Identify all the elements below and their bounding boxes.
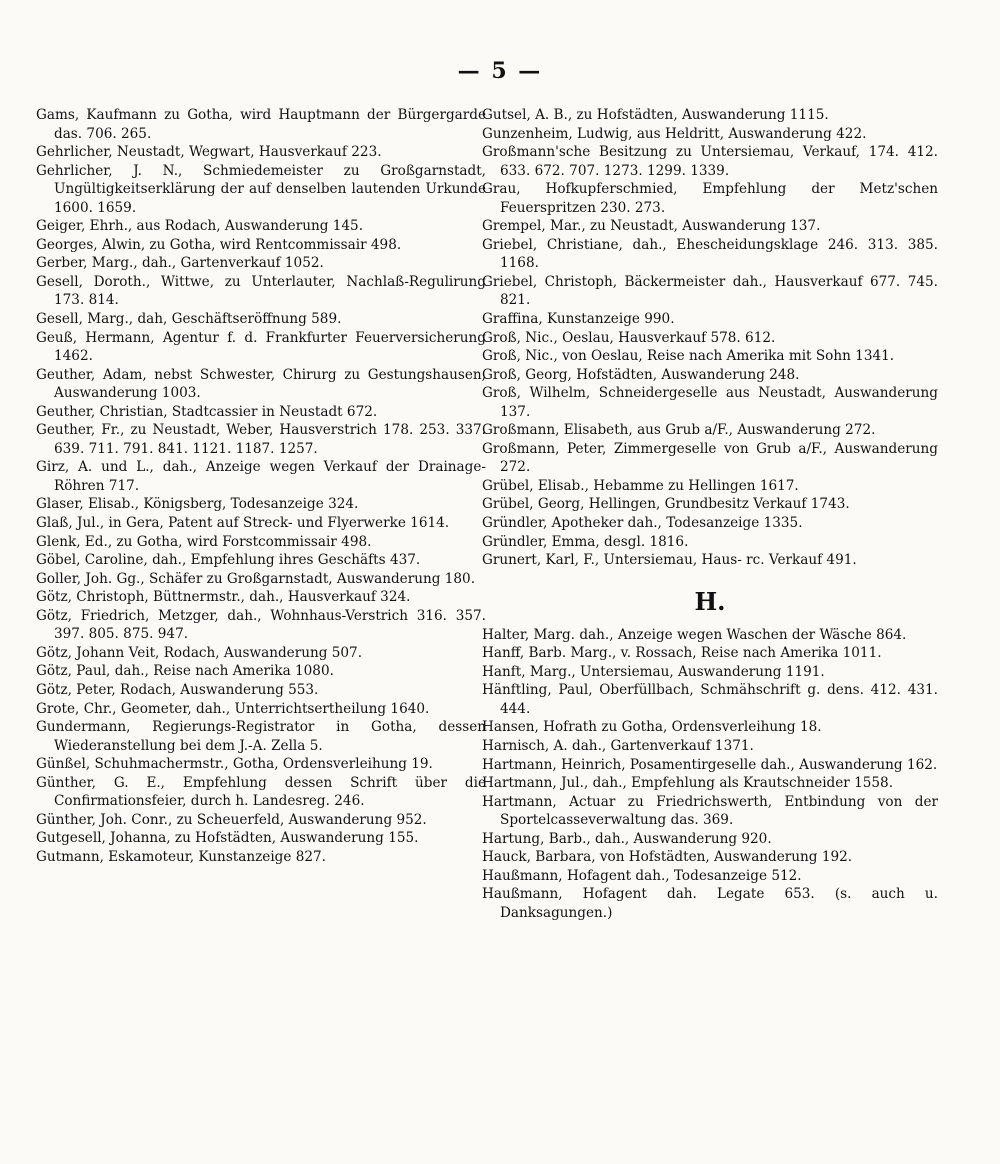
index-entry: Großmann'sche Besitzung zu Untersiemau, Verkauf, 174. 412. 633. 672. 707. 1273. 1299. 1339. bbox=[482, 144, 938, 179]
index-entry: Grau, Hofkupferschmied, Empfehlung der Metz'schen Feuerspritzen 230. 273. bbox=[482, 181, 938, 216]
index-entry: Großmann, Peter, Zimmergeselle von Grub a/F., Auswanderung 272. bbox=[482, 440, 938, 476]
index-entry: Gutgesell, Johanna, zu Hofstädten, Auswanderung 155. bbox=[36, 830, 419, 847]
index-entry: Grübel, Elisab., Hebamme zu Hellingen 1617. bbox=[482, 477, 799, 494]
index-entry: Glaser, Elisab., Königsberg, Todesanzeige 324. bbox=[36, 496, 359, 513]
index-entry: Hartmann, Jul., dah., Empfehlung als Krautschneider 1558. bbox=[482, 775, 894, 792]
index-entry: Hänftling, Paul, Oberfüllbach, Schmähschrift g. dens. 412. 431. 444. bbox=[482, 682, 938, 717]
index-entry: Grote, Chr., Geometer, dah., Unterrichtsertheilung 1640. bbox=[36, 700, 430, 717]
index-entry: Geuther, Christian, Stadtcassier in Neustadt 672. bbox=[36, 403, 378, 420]
index-entry: Harnisch, A. dah., Gartenverkauf 1371. bbox=[482, 737, 754, 754]
index-entry: Gundermann, Regierungs-Registrator in Gotha, dessen Wiederanstellung bei dem J.-A. Zella 5. bbox=[36, 719, 486, 754]
left-column bbox=[36, 106, 486, 866]
index-entry: Günther, G. E., Empfehlung dessen Schrift über die Confirmationsfeier, durch h. Landesreg. 246. bbox=[36, 774, 486, 810]
index-entry: Hauck, Barbara, von Hofstädten, Auswanderung 192. bbox=[482, 849, 853, 866]
index-entry: Griebel, Christoph, Bäckermeister dah., Hausverkauf 677. 745. 821. bbox=[482, 273, 938, 309]
index-entry: Glaß, Jul., in Gera, Patent auf Streck- und Flyerwerke 1614. bbox=[36, 515, 450, 532]
index-entry: Gesell, Marg., dah, Geschäftseröffnung 589. bbox=[36, 311, 342, 328]
index-entry: Götz, Paul, dah., Reise nach Amerika 1080. bbox=[36, 663, 334, 680]
index-entry: Grempel, Mar., zu Neustadt, Auswanderung 137. bbox=[482, 218, 821, 235]
index-entry: Grunert, Karl, F., Untersiemau, Haus- rc. Verkauf 491. bbox=[482, 552, 857, 569]
index-entry: Georges, Alwin, zu Gotha, wird Rentcommissair 498. bbox=[36, 236, 402, 253]
index-entry: Günßel, Schuhmachermstr., Gotha, Ordensverleihung 19. bbox=[36, 756, 433, 773]
section-letter-h: H. bbox=[694, 586, 726, 616]
index-entry: Günther, Joh. Conr., zu Scheuerfeld, Auswanderung 952. bbox=[36, 811, 427, 828]
index-entry: Geuther, Fr., zu Neustadt, Weber, Hausverstrich 178. 253. 337. 639. 711. 791. 841. 1121. 1187. 1257. bbox=[36, 422, 486, 457]
index-entry: Göbel, Caroline, dah., Empfehlung ihres Geschäfts 437. bbox=[36, 552, 421, 569]
index-entry: Geuß, Hermann, Agentur f. d. Frankfurter Feuerversicherung 1462. bbox=[36, 329, 486, 365]
index-entry: Geiger, Ehrh., aus Rodach, Auswanderung 145. bbox=[36, 218, 364, 235]
index-entry: Grübel, Georg, Hellingen, Grundbesitz Verkauf 1743. bbox=[482, 496, 850, 513]
index-entry: Hansen, Hofrath zu Gotha, Ordensverleihung 18. bbox=[482, 719, 822, 736]
right-column-g-entries bbox=[482, 106, 938, 570]
index-entry: Götz, Friedrich, Metzger, dah., Wohnhaus-Verstrich 316. 357. 397. 805. 875. 947. bbox=[36, 607, 486, 643]
index-entry: Gerber, Marg., dah., Gartenverkauf 1052. bbox=[36, 255, 324, 272]
page-number-header: — 5 — bbox=[457, 58, 543, 84]
index-entry: Groß, Nic., von Oeslau, Reise nach Amerika mit Sohn 1341. bbox=[482, 348, 895, 365]
index-entry: Gehrlicher, J. N., Schmiedemeister zu Großgarnstadt, Ungültigkeitserklärung der auf denselben lautenden Urkunde 1600. 1659. bbox=[36, 162, 486, 216]
index-entry: Groß, Georg, Hofstädten, Auswanderung 248. bbox=[482, 366, 800, 383]
right-column-h-entries bbox=[482, 626, 938, 923]
index-entry: Gründler, Emma, desgl. 1816. bbox=[482, 533, 689, 550]
index-entry: Hanft, Marg., Untersiemau, Auswanderung 1191. bbox=[482, 663, 825, 680]
index-entry: Griebel, Christiane, dah., Ehescheidungsklage 246. 313. 385. 1168. bbox=[482, 236, 938, 272]
index-entry: Götz, Peter, Rodach, Auswanderung 553. bbox=[36, 681, 319, 698]
index-entry: Geuther, Adam, nebst Schwester, Chirurg zu Gestungshausen, Auswanderung 1003. bbox=[36, 366, 486, 402]
index-entry: Götz, Christoph, Büttnermstr., dah., Hausverkauf 324. bbox=[36, 589, 411, 606]
index-entry: Groß, Wilhelm, Schneidergeselle aus Neustadt, Auswanderung 137. bbox=[482, 385, 938, 420]
index-entry: Groß, Nic., Oeslau, Hausverkauf 578. 612. bbox=[482, 329, 776, 346]
index-entry: Girz, A. und L., dah., Anzeige wegen Verkauf der Drainage-Röhren 717. bbox=[36, 459, 486, 494]
index-entry: Großmann, Elisabeth, aus Grub a/F., Auswanderung 272. bbox=[482, 422, 876, 439]
index-entry: Halter, Marg. dah., Anzeige wegen Waschen der Wäsche 864. bbox=[482, 626, 907, 643]
index-entry: Gutmann, Eskamoteur, Kunstanzeige 827. bbox=[36, 848, 327, 865]
right-column bbox=[482, 106, 938, 922]
index-entry: Gams, Kaufmann zu Gotha, wird Hauptmann der Bürgergarde das. 706. 265. bbox=[36, 107, 486, 142]
index-entry: Glenk, Ed., zu Gotha, wird Forstcommissair 498. bbox=[36, 533, 372, 550]
index-entry: Graffina, Kunstanzeige 990. bbox=[482, 311, 675, 328]
index-entry: Haußmann, Hofagent dah., Todesanzeige 512. bbox=[482, 867, 802, 884]
index-entry: Götz, Johann Veit, Rodach, Auswanderung 507. bbox=[36, 644, 363, 661]
index-entry: Gunzenheim, Ludwig, aus Heldritt, Auswanderung 422. bbox=[482, 125, 867, 142]
index-entry: Haußmann, Hofagent dah. Legate 653. (s. auch u. Danksagungen.) bbox=[482, 886, 938, 921]
index-entry: Hartmann, Heinrich, Posamentirgeselle dah., Auswanderung 162. bbox=[482, 756, 938, 773]
index-entry: Gründler, Apotheker dah., Todesanzeige 1335. bbox=[482, 515, 803, 532]
index-entry: Gesell, Doroth., Wittwe, zu Unterlauter, Nachlaß-Regulirung 173. 814. bbox=[36, 273, 486, 309]
index-entry: Gehrlicher, Neustadt, Wegwart, Hausverkauf 223. bbox=[36, 144, 382, 161]
index-entry: Hartung, Barb., dah., Auswanderung 920. bbox=[482, 830, 772, 847]
index-entry: Hartmann, Actuar zu Friedrichswerth, Entbindung von der Sportelcasseverwaltung das. 369. bbox=[482, 793, 938, 829]
index-entry: Hanff, Barb. Marg., v. Rossach, Reise nach Amerika 1011. bbox=[482, 645, 882, 662]
index-entry: Gutsel, A. B., zu Hofstädten, Auswanderung 1115. bbox=[482, 107, 829, 123]
index-entry: Goller, Joh. Gg., Schäfer zu Großgarnstadt, Auswanderung 180. bbox=[36, 570, 476, 587]
